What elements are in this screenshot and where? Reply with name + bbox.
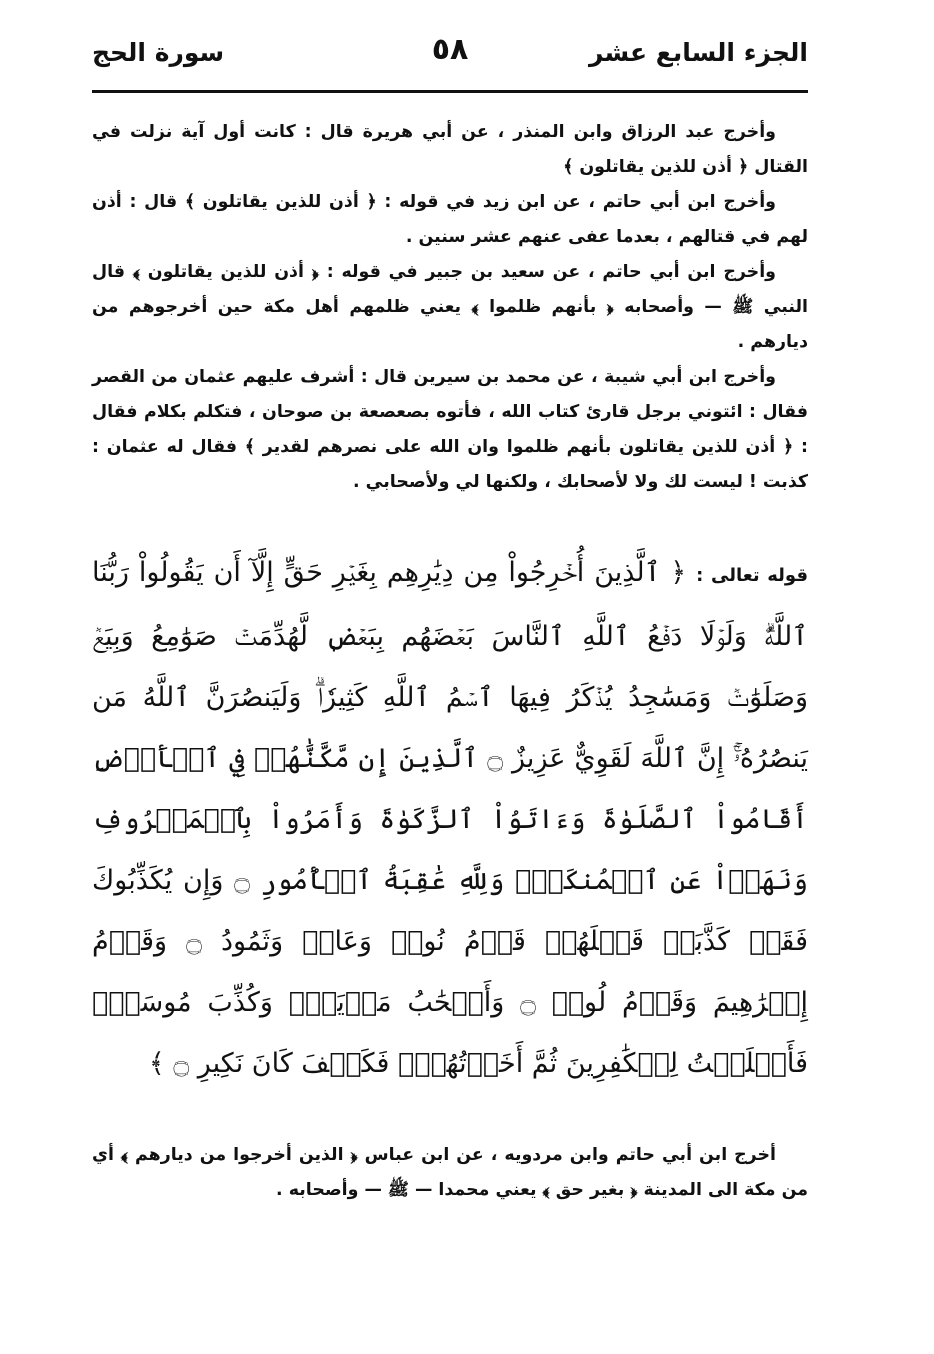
paragraph-4: وأخرج ابن أبي شيبة ، عن محمد بن سيرين قال : أشرف عليهم عثمان من القصر فقال : ائتوني برجل قارئ كتاب الله ، فأتوه بصعصعة بن صوحان ، فتكلم بكلام فقال : ﴿ أذن للذين يقاتلون بأنهم ظلموا وان الله على نصرهم لقدير ﴾ فقال له عثمان : كذبت ! ليست لك ولا لأصحابك ، ولكنها لي ولأصحابي . <box>92 367 808 492</box>
book-page <box>92 30 808 1208</box>
paragraph-1: وأخرج عبد الرزاق وابن المنذر ، عن أبي هريرة قال : كانت أول آية نزلت في القتال ﴿ أذن للذين يقاتلون ﴾ <box>92 122 808 177</box>
page-header <box>92 30 808 93</box>
quran-paragraph <box>92 542 808 1094</box>
quran-passage <box>92 542 808 1094</box>
paragraph-2: وأخرج ابن أبي حاتم ، عن ابن زيد في قوله : ﴿ أذن للذين يقاتلون ﴾ قال : أذن لهم في قتالهم ، بعدما عفى عنهم عشر سنين . <box>92 192 808 247</box>
page-number: ٥٨ <box>431 32 469 67</box>
surah-label: سورة الحج <box>92 38 225 67</box>
paragraph-3: وأخرج ابن أبي حاتم ، عن سعيد بن جبير في قوله : ﴿ أذن للذين يقاتلون ﴾ قال النبي ﷺ — وأصحابه ﴿ بأنهم ظلموا ﴾ يعني ظلمهم أهل مكة حين أخرجوهم من ديارهم . <box>92 262 808 352</box>
juz-label: الجزء السابع عشر <box>588 38 808 67</box>
paragraph-5: أخرج ابن أبي حاتم وابن مردويه ، عن ابن عباس ﴿ الذين أخرجوا من ديارهم ﴾ أي من مكة الى المدينة ﴿ بغير حق ﴾ يعني محمدا — ﷺ — وأصحابه . <box>92 1145 808 1200</box>
commentary-top <box>92 115 808 500</box>
quran-intro: قوله تعالى : <box>696 565 808 586</box>
quran-verses: ﴿ ٱلَّذِينَ أُخۡرِجُواْ مِن دِيَٰرِهِم بِغَيۡرِ حَقٍّ إِلَّآ أَن يَقُولُواْ رَبُّنَا ٱللَّهُۗ وَلَوۡلَا دَفۡعُ ٱللَّهِ ٱلنَّاسَ بَعۡضَهُم بِبَعۡضٖ لَّهُدِّمَتۡ صَوَٰمِعُ وَبِيَعٞ وَصَلَوَٰتٞ وَمَسَٰجِدُ يُذۡكَرُ فِيهَا ٱسۡمُ ٱللَّهِ كَثِيرٗاۗ وَلَيَنصُرَنَّ ٱللَّهُ مَن يَنصُرُهُۥٓۚ إِنَّ ٱللَّهَ لَقَوِيٌّ عَزِيزٌ ۝ ٱلَّذِينَ إِن مَّكَّنَّٰهُمۡ فِي ٱلۡأَرۡضِ أَقَامُواْ ٱلصَّلَوٰةَ وَءَاتَوُاْ ٱلزَّكَوٰةَ وَأَمَرُواْ بِٱلۡمَعۡرُوفِ وَنَهَوۡاْ عَنِ ٱلۡمُنكَرِۗ وَلِلَّهِ عَٰقِبَةُ ٱلۡأُمُورِ ۝ وَإِن يُكَذِّبُوكَ فَقَدۡ كَذَّبَتۡ قَبۡلَهُمۡ قَوۡمُ نُوحٖ وَعَادٞ وَثَمُودُ ۝ وَقَوۡمُ إِبۡرَٰهِيمَ وَقَوۡمُ لُوطٖ ۝ وَأَصۡحَٰبُ مَدۡيَنَۖ وَكُذِّبَ مُوسَىٰۖ فَأَمۡلَيۡتُ لِلۡكَٰفِرِينَ ثُمَّ أَخَذۡتُهُمۡۖ فَكَيۡفَ كَانَ نَكِيرِ ۝ ﴾ <box>92 557 808 1079</box>
commentary-bottom <box>92 1138 808 1208</box>
